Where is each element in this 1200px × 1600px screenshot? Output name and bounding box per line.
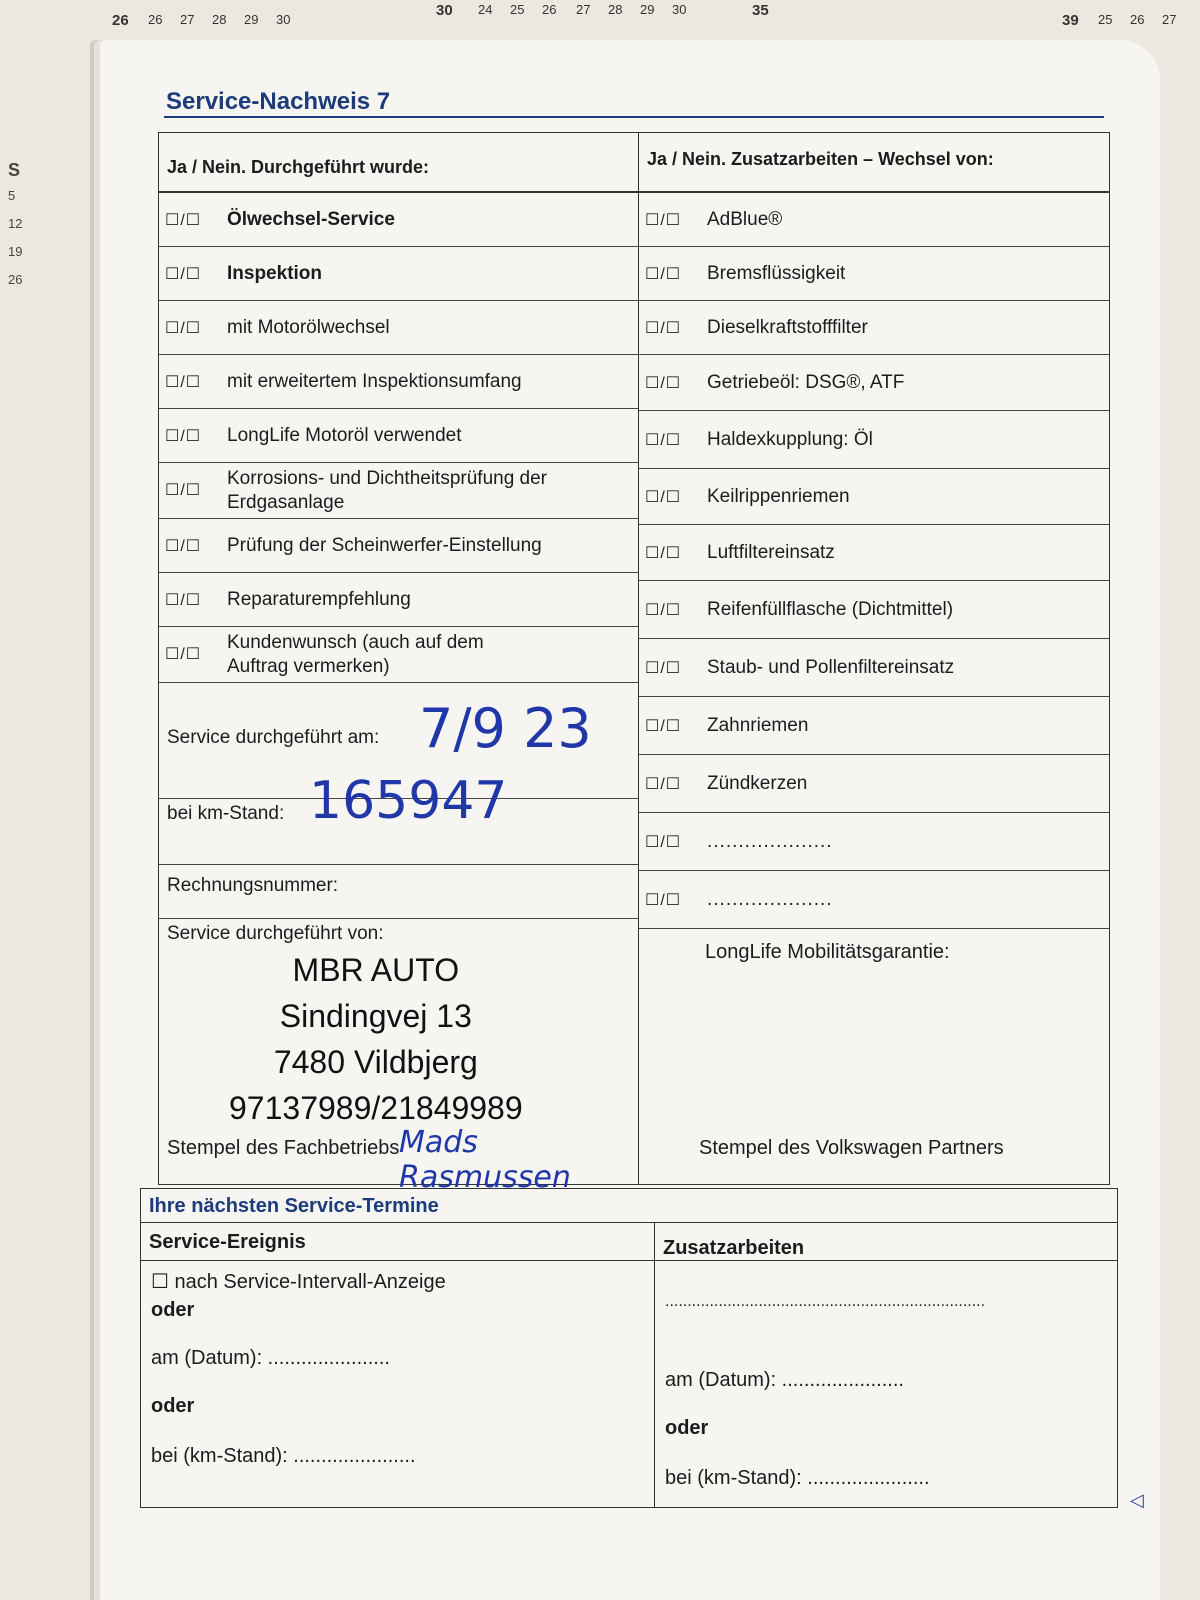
checklist-label: Zündkerzen (707, 772, 808, 794)
yes-no-checkbox[interactable]: ☐/☐ (645, 717, 682, 735)
checklist-label: Prüfung der Scheinwerfer-Einstellung (227, 534, 542, 556)
calendar-day: 27 (180, 12, 195, 27)
yes-no-checkbox[interactable]: ☐/☐ (165, 481, 202, 499)
yes-no-checkbox[interactable]: ☐/☐ (645, 601, 682, 619)
checklist-label: Reparaturempfehlung (227, 588, 411, 610)
checklist-label: mit Motorölwechsel (227, 316, 390, 338)
yes-no-checkbox[interactable]: ☐/☐ (165, 537, 202, 555)
yes-no-checkbox[interactable]: ☐/☐ (165, 427, 202, 445)
yes-no-checkbox[interactable]: ☐/☐ (645, 833, 682, 851)
yes-no-checkbox[interactable]: ☐/☐ (165, 265, 202, 283)
yes-no-checkbox[interactable]: ☐/☐ (645, 775, 682, 793)
calendar-day: 26 (148, 12, 163, 27)
signature: Mads Rasmussen (399, 1125, 571, 1195)
service-date-label: Service durchgeführt am: (167, 727, 380, 748)
checklist-row[interactable] (639, 581, 1109, 639)
next-service-table (140, 1188, 1118, 1508)
checklist-label: Inspektion (227, 262, 323, 284)
next-km-field[interactable]: bei (km-Stand): ...................... (665, 1467, 930, 1489)
calendar-day: 35 (752, 2, 769, 19)
checklist-row[interactable] (159, 409, 638, 463)
calendar-day: 26 (112, 12, 129, 29)
km-field[interactable] (159, 771, 638, 865)
calendar-day: 30 (276, 12, 291, 27)
checklist-label: LongLife Motoröl verwendet (227, 424, 462, 446)
yes-no-checkbox[interactable]: ☐/☐ (165, 373, 202, 391)
km-value: 165947 (309, 771, 508, 831)
checklist-label: AdBlue® (707, 208, 783, 230)
checklist-label: Bremsflüssigkeit (707, 262, 846, 284)
calendar-day: 26 (1130, 12, 1145, 27)
calendar-left-column (8, 160, 48, 300)
stamp-line: Sindingvej 13 (279, 998, 472, 1034)
checklist-label: Kundenwunsch (auch auf dem Auftrag vermerken) (227, 631, 484, 677)
blank-entry-line[interactable]: .................... (707, 830, 833, 852)
yes-no-checkbox[interactable]: ☐/☐ (645, 431, 682, 449)
yes-no-checkbox[interactable]: ☐/☐ (645, 659, 682, 677)
performed-by-block (159, 919, 638, 1195)
next-km-field[interactable]: bei (km-Stand): ...................... (151, 1445, 416, 1467)
calendar-day: 25 (1098, 12, 1113, 27)
page-title: Service-Nachweis 7 (166, 88, 391, 115)
calendar-day: 25 (510, 2, 525, 17)
calendar-day: 28 (212, 12, 227, 27)
additional-work-header: Ja / Nein. Zusatzarbeiten – Wechsel von: (639, 133, 1109, 193)
additional-work-next-header: Zusatzarbeiten (655, 1223, 1117, 1261)
checklist-label: mit erweitertem Inspektionsumfang (227, 370, 522, 392)
yes-no-checkbox[interactable]: ☐/☐ (645, 211, 682, 229)
service-booklet-page (100, 40, 1160, 1600)
checklist-label: Getriebeöl: DSG®, ATF (707, 371, 905, 393)
calendar-day: 29 (640, 2, 655, 17)
or-label: oder (151, 1395, 195, 1417)
calendar-day: 26 (8, 272, 23, 287)
title-divider (164, 116, 1104, 118)
checklist-label: Staub- und Pollenfiltereinsatz (707, 656, 955, 678)
calendar-day: 27 (1162, 12, 1177, 27)
checklist-label: Haldexkupplung: Öl (707, 428, 873, 450)
yes-no-checkbox[interactable]: ☐/☐ (165, 645, 202, 663)
calendar-day: 29 (244, 12, 259, 27)
calendar-day: 26 (542, 2, 557, 17)
stamp-label: Stempel des Fachbetriebs (167, 1137, 400, 1159)
km-label: bei km-Stand: (167, 803, 285, 824)
checklist-row[interactable] (159, 247, 638, 301)
checklist-row[interactable] (639, 697, 1109, 755)
calendar-day: 39 (1062, 12, 1079, 29)
invoice-field[interactable] (159, 865, 638, 919)
calendar-day: 19 (8, 244, 23, 259)
checklist-row[interactable] (639, 639, 1109, 697)
next-service-title: Ihre nächsten Service-Termine (141, 1189, 1117, 1223)
calendar-day: 28 (608, 2, 623, 17)
next-service-grid (141, 1223, 1117, 1507)
calendar-day: 30 (672, 2, 687, 17)
yes-no-checkbox[interactable]: ☐/☐ (165, 319, 202, 337)
checklist-row[interactable] (639, 193, 1109, 247)
checklist-row[interactable] (639, 301, 1109, 355)
interval-checkbox[interactable]: ☐ nach Service-Intervall-Anzeige (151, 1271, 446, 1293)
triangle-marker-icon: ◁ (1130, 1490, 1144, 1510)
next-date-field[interactable]: am (Datum): ...................... (665, 1369, 904, 1391)
service-event-header: Service-Ereignis (141, 1223, 654, 1261)
mobility-guarantee-block (639, 929, 1109, 1159)
yes-no-checkbox[interactable]: ☐/☐ (645, 265, 682, 283)
checklist-row[interactable] (639, 411, 1109, 469)
checklist-row[interactable] (159, 519, 638, 573)
yes-no-checkbox[interactable]: ☐/☐ (645, 374, 682, 392)
checklist-label: Ölwechsel-Service (227, 208, 395, 230)
checklist-row[interactable] (639, 247, 1109, 301)
or-label: oder (151, 1299, 195, 1321)
blank-entry-line[interactable]: .................... (707, 888, 833, 910)
checklist-label: Keilrippenriemen (707, 485, 850, 507)
or-label: oder (665, 1417, 709, 1439)
mobility-guarantee-label: LongLife Mobilitätsgarantie: (705, 941, 950, 963)
performed-by-label: Service durchgeführt von: (167, 923, 384, 944)
yes-no-checkbox[interactable]: ☐/☐ (645, 319, 682, 337)
checklist-row[interactable] (159, 193, 638, 247)
service-event-column (141, 1223, 655, 1507)
checklist-row[interactable] (639, 525, 1109, 581)
additional-work-column (639, 133, 1109, 1184)
yes-no-checkbox[interactable]: ☐/☐ (165, 591, 202, 609)
calendar-day: 5 (8, 188, 16, 203)
performed-work-column (159, 133, 639, 1195)
checklist-row[interactable] (639, 871, 1109, 929)
additional-work-next-column (655, 1223, 1117, 1507)
additional-work-entry-line[interactable]: ........................................................................ (665, 1293, 986, 1310)
calendar-day: 12 (8, 216, 23, 231)
service-date-value: 7/9 23 (419, 697, 592, 760)
next-date-field[interactable]: am (Datum): ...................... (151, 1347, 390, 1369)
service-record-table (158, 132, 1110, 1195)
calendar-weekday: S (8, 160, 21, 180)
dealer-stamp (229, 947, 523, 1131)
checklist-row[interactable] (639, 755, 1109, 813)
checklist-label: Reifenfüllflasche (Dichtmittel) (707, 598, 954, 620)
checklist-row[interactable] (639, 469, 1109, 525)
checklist-label: Dieselkraftstofffilter (707, 316, 868, 338)
checklist-row[interactable] (159, 301, 638, 355)
performed-work-header: Ja / Nein. Durchgeführt wurde: (159, 133, 638, 193)
calendar-day: 27 (576, 2, 591, 17)
checklist-row[interactable] (159, 463, 638, 519)
stamp-line: 7480 Vildbjerg (273, 1044, 478, 1080)
checklist-row[interactable] (159, 573, 638, 627)
calendar-day: 30 (436, 2, 453, 19)
checklist-label: Korrosions- und Dichtheitsprüfung der Erdgasanlage (227, 467, 548, 513)
checklist-row[interactable] (159, 355, 638, 409)
stamp-line: MBR AUTO (292, 952, 460, 988)
checklist-row[interactable] (159, 627, 638, 683)
calendar-day: 24 (478, 2, 493, 17)
yes-no-checkbox[interactable]: ☐/☐ (165, 211, 202, 229)
stamp-line: 97137989/21849989 (229, 1090, 523, 1126)
checklist-label: Zahnriemen (707, 714, 809, 736)
yes-no-checkbox[interactable]: ☐/☐ (645, 891, 682, 909)
checklist-row[interactable] (639, 813, 1109, 871)
checklist-row[interactable] (639, 355, 1109, 411)
calendar-top-numbers (100, 2, 1200, 36)
checklist-label: Luftfiltereinsatz (707, 541, 835, 563)
yes-no-checkbox[interactable]: ☐/☐ (645, 488, 682, 506)
yes-no-checkbox[interactable]: ☐/☐ (645, 544, 682, 562)
invoice-label: Rechnungsnummer: (167, 875, 339, 896)
vw-partner-stamp-label: Stempel des Volkswagen Partners (699, 1137, 1004, 1159)
